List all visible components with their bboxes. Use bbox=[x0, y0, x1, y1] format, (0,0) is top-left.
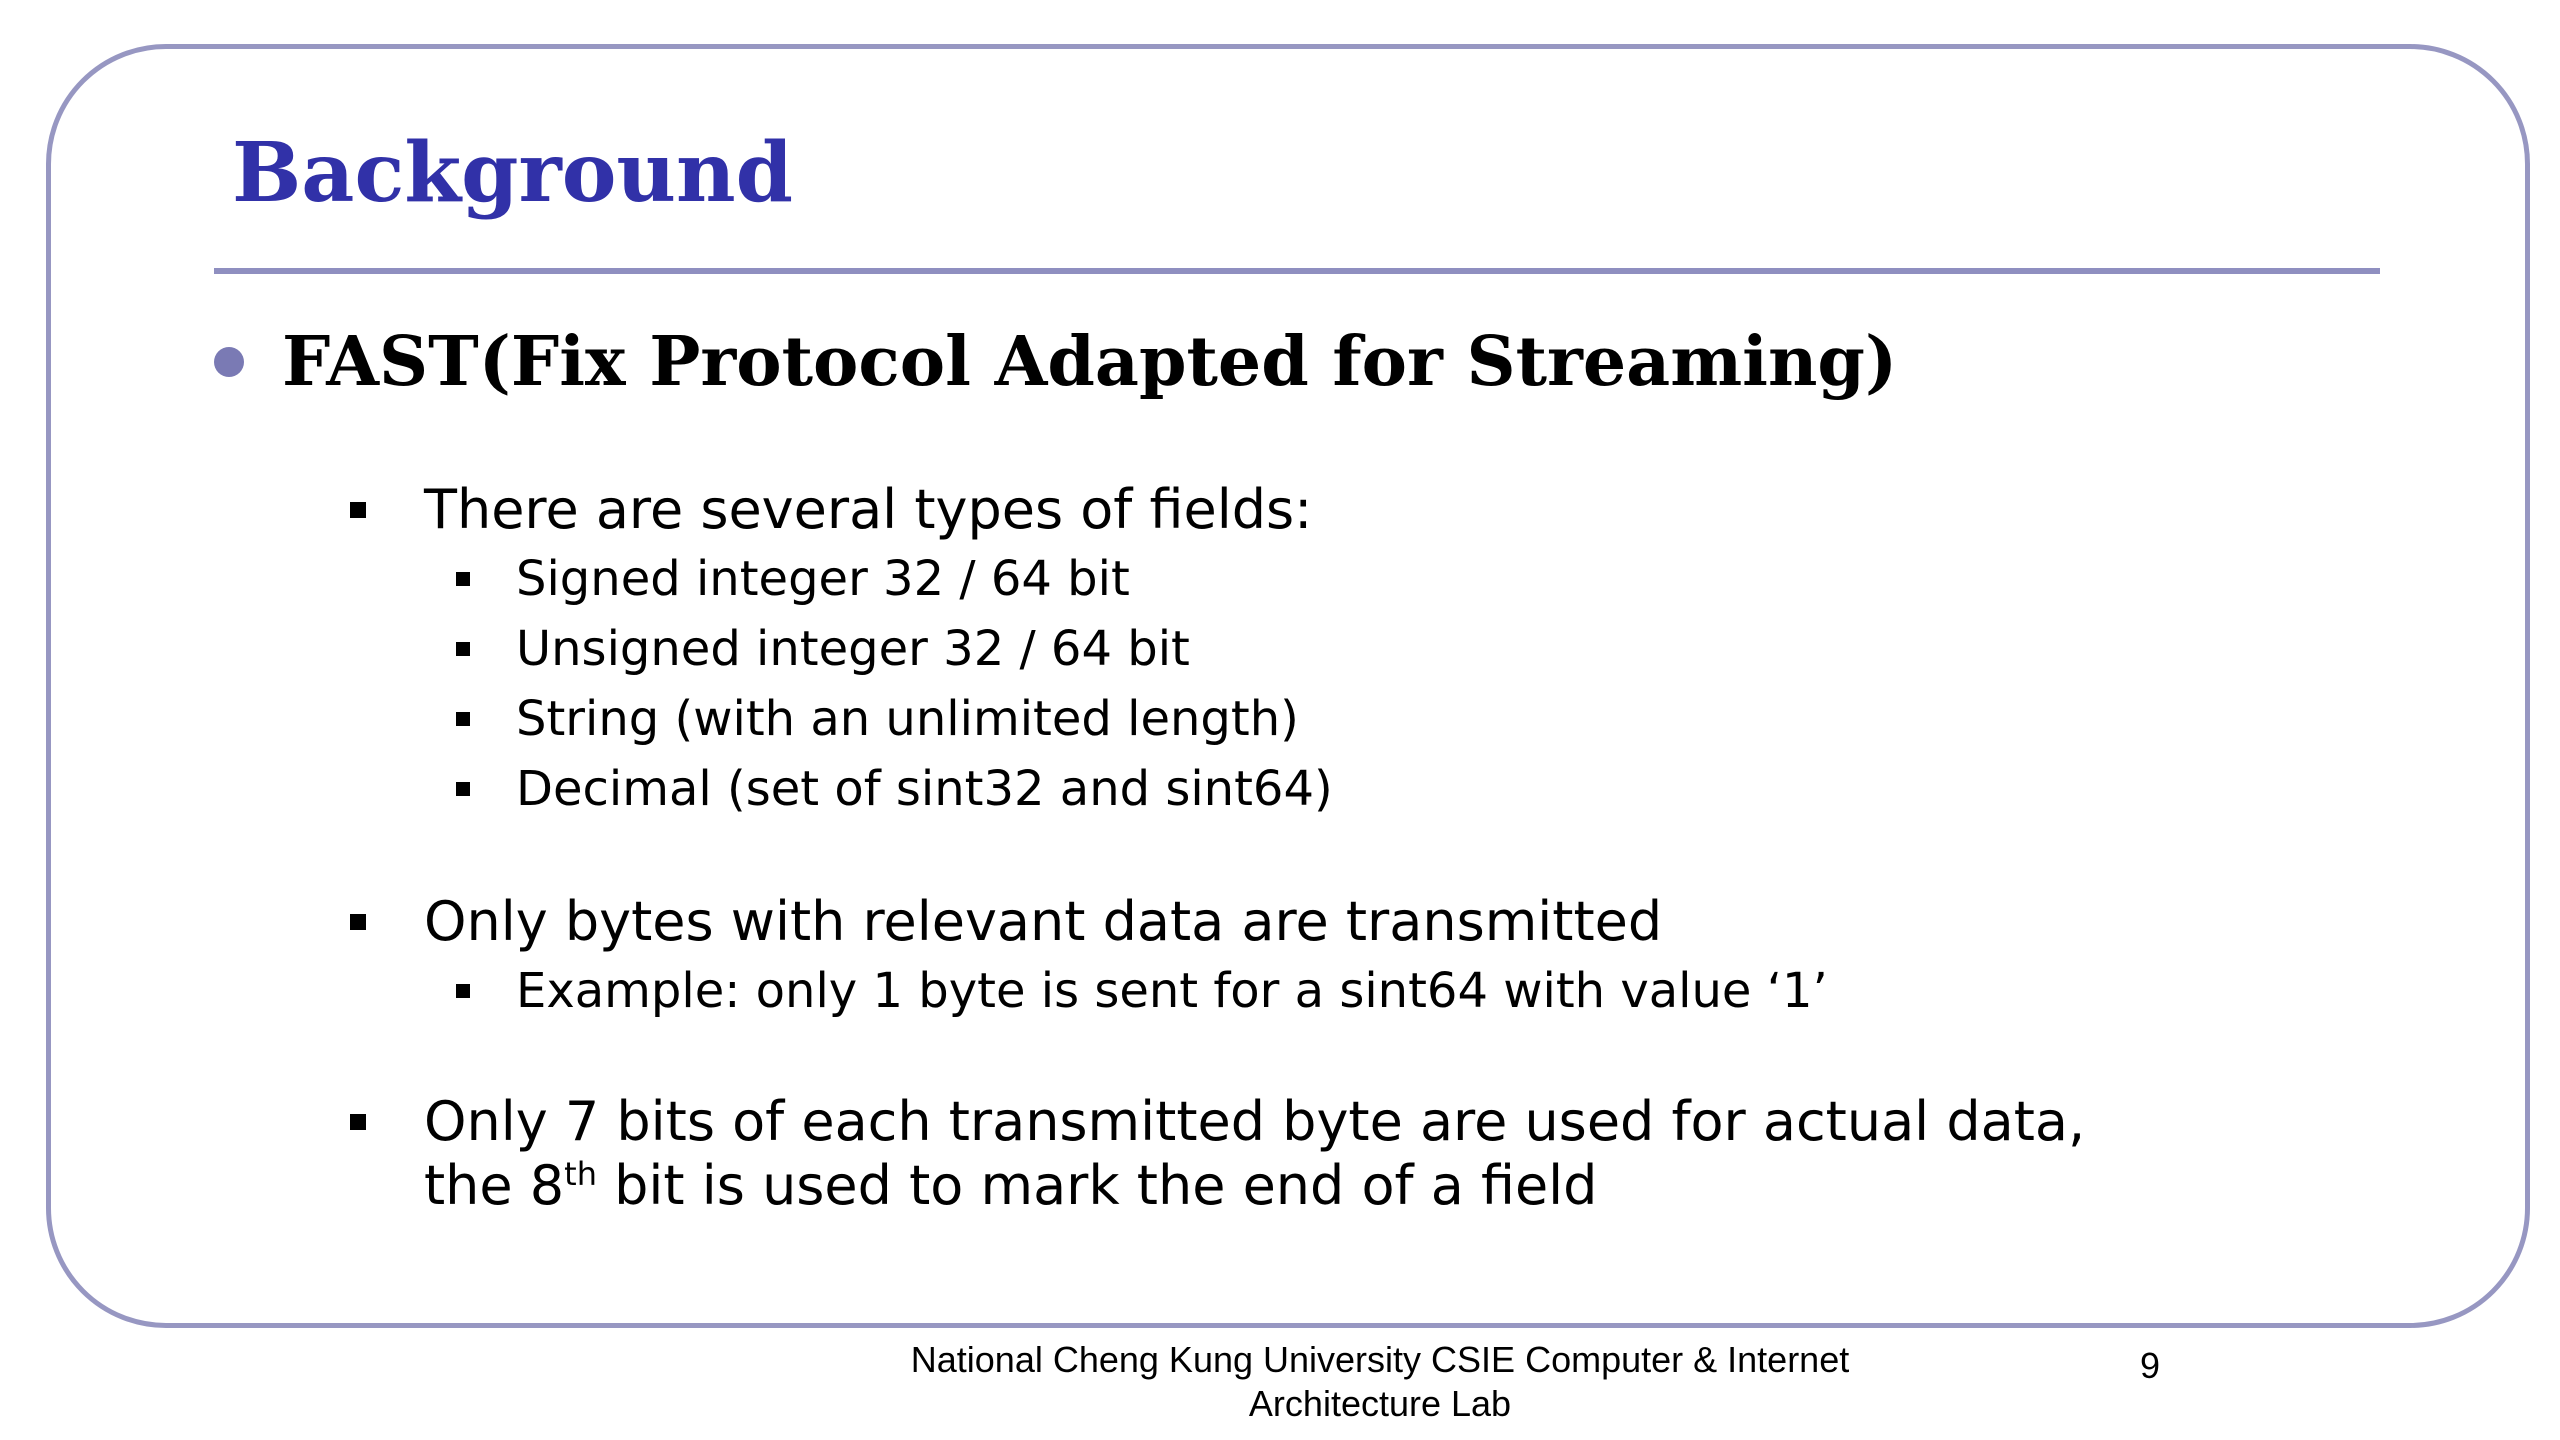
square-bullet-icon bbox=[456, 782, 470, 796]
superscript-th: th bbox=[564, 1155, 597, 1193]
sub-bullet-example: Example: only 1 byte is sent for a sint64 with value ‘1’ bbox=[516, 963, 1828, 1019]
bullet-seven-bits-line1: Only 7 bits of each transmitted byte are used for actual data, bbox=[424, 1090, 2086, 1153]
square-bullet-icon bbox=[456, 572, 470, 586]
line2-prefix: the 8 bbox=[424, 1154, 565, 1217]
sub-bullet-signed-integer: Signed integer 32 / 64 bit bbox=[516, 551, 1130, 607]
bullet-relevant-bytes: Only bytes with relevant data are transmitted bbox=[424, 890, 1663, 953]
title-underline bbox=[214, 268, 2380, 274]
square-bullet-icon bbox=[456, 712, 470, 726]
slide-title: Background bbox=[232, 125, 793, 221]
square-bullet-icon bbox=[350, 502, 366, 518]
square-bullet-icon bbox=[456, 642, 470, 656]
bullet-seven-bits-line2 bbox=[424, 1154, 1597, 1218]
page-number: 9 bbox=[2140, 1345, 2161, 1386]
square-bullet-icon bbox=[350, 1114, 366, 1130]
bullet-dot-icon bbox=[214, 347, 244, 377]
footer-line-2: Architecture Lab bbox=[1248, 1383, 1512, 1424]
square-bullet-icon bbox=[350, 914, 366, 930]
footer-line-1: National Cheng Kung University CSIE Computer & Internet bbox=[910, 1339, 1850, 1380]
sub-bullet-decimal: Decimal (set of sint32 and sint64) bbox=[516, 761, 1333, 817]
sub-bullet-unsigned-integer: Unsigned integer 32 / 64 bit bbox=[516, 621, 1190, 677]
bullet-field-types: There are several types of fields: bbox=[424, 478, 1313, 541]
sub-bullet-string: String (with an unlimited length) bbox=[516, 691, 1299, 747]
main-bullet bbox=[214, 322, 1897, 402]
footer-institution bbox=[850, 1338, 1910, 1426]
square-bullet-icon bbox=[456, 984, 470, 998]
main-bullet-heading: FAST(Fix Protocol Adapted for Streaming) bbox=[282, 322, 1898, 402]
line2-suffix: bit is used to mark the end of a field bbox=[596, 1154, 1598, 1217]
